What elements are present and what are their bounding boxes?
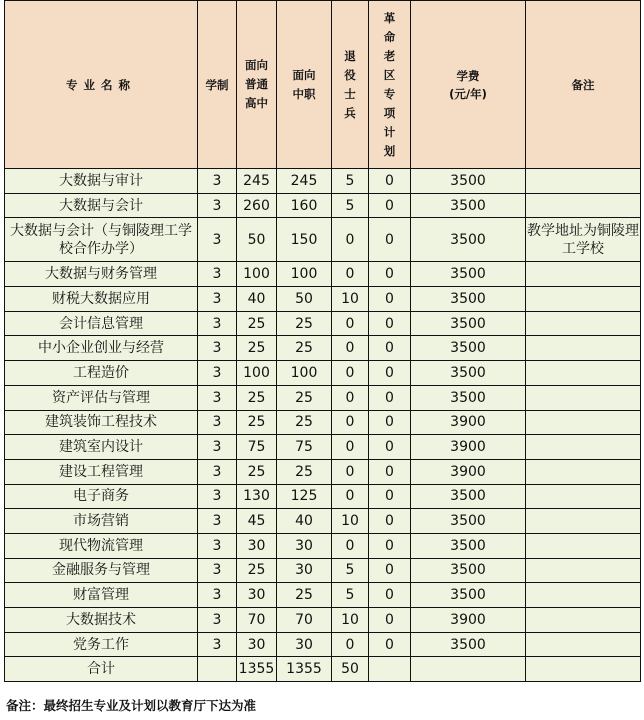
vocational-count: 150 (277, 218, 332, 262)
tuition-fee: 3500 (411, 193, 526, 218)
veterans-count: 10 (332, 608, 369, 633)
revolutionary-count: 0 (369, 361, 411, 386)
remark (526, 169, 641, 194)
duration: 3 (198, 262, 237, 287)
major-name: 党务工作 (5, 632, 198, 657)
total-veterans: 50 (332, 657, 369, 682)
revolutionary-count: 0 (369, 193, 411, 218)
duration: 3 (198, 218, 237, 262)
vocational-count: 25 (277, 410, 332, 435)
vocational-count: 100 (277, 361, 332, 386)
major-name: 财富管理 (5, 583, 198, 608)
tuition-fee: 3500 (411, 287, 526, 312)
table-row (5, 169, 641, 194)
table-row (5, 459, 641, 484)
major-name: 中小企业创业与经营 (5, 336, 198, 361)
veterans-count: 5 (332, 583, 369, 608)
vocational-count: 70 (277, 608, 332, 633)
major-name: 工程造价 (5, 361, 198, 386)
header-remark: 备注 (526, 1, 641, 169)
table-row (5, 311, 641, 336)
remark (526, 632, 641, 657)
tuition-fee: 3900 (411, 608, 526, 633)
table-row (5, 385, 641, 410)
general-high-count: 245 (237, 169, 277, 194)
duration: 3 (198, 608, 237, 633)
footnote: 备注：最终招生专业及计划以教育厅下达为准 (6, 698, 257, 713)
vocational-count: 25 (277, 311, 332, 336)
duration: 3 (198, 435, 237, 460)
duration: 3 (198, 509, 237, 534)
table-row (5, 509, 641, 534)
general-high-count: 75 (237, 435, 277, 460)
veterans-count: 10 (332, 287, 369, 312)
duration: 3 (198, 459, 237, 484)
duration: 3 (198, 311, 237, 336)
major-name: 电子商务 (5, 484, 198, 509)
general-high-count: 30 (237, 632, 277, 657)
vocational-count: 25 (277, 336, 332, 361)
general-high-count: 45 (237, 509, 277, 534)
vocational-count: 75 (277, 435, 332, 460)
remark (526, 558, 641, 583)
veterans-count: 0 (332, 533, 369, 558)
table-row (5, 435, 641, 460)
table-row (5, 361, 641, 386)
revolutionary-count: 0 (369, 435, 411, 460)
veterans-count: 5 (332, 558, 369, 583)
tuition-fee: 3500 (411, 632, 526, 657)
tuition-fee: 3500 (411, 533, 526, 558)
revolutionary-count: 0 (369, 583, 411, 608)
vocational-count: 25 (277, 385, 332, 410)
revolutionary-count: 0 (369, 311, 411, 336)
revolutionary-count: 0 (369, 287, 411, 312)
major-name: 大数据技术 (5, 608, 198, 633)
tuition-fee: 3900 (411, 410, 526, 435)
general-high-count: 30 (237, 533, 277, 558)
total-row (5, 657, 641, 682)
vocational-count: 30 (277, 632, 332, 657)
tuition-fee: 3500 (411, 262, 526, 287)
revolutionary-count: 0 (369, 262, 411, 287)
general-high-count: 25 (237, 311, 277, 336)
revolutionary-count: 0 (369, 385, 411, 410)
veterans-count: 10 (332, 509, 369, 534)
remark (526, 193, 641, 218)
header-fee (411, 1, 526, 169)
major-name: 市场营销 (5, 509, 198, 534)
revolutionary-count: 0 (369, 533, 411, 558)
header-revolutionary: 革命老区专项计划 (369, 1, 411, 169)
vocational-count: 25 (277, 459, 332, 484)
general-high-count: 25 (237, 558, 277, 583)
tuition-fee: 3500 (411, 509, 526, 534)
revolutionary-count: 0 (369, 509, 411, 534)
duration: 3 (198, 583, 237, 608)
general-high-count: 100 (237, 361, 277, 386)
vocational-count: 50 (277, 287, 332, 312)
remark (526, 459, 641, 484)
duration: 3 (198, 287, 237, 312)
total-remark (526, 657, 641, 682)
veterans-count: 0 (332, 262, 369, 287)
header-vocational: 面向中职 (277, 1, 332, 169)
total-vocational: 1355 (277, 657, 332, 682)
tuition-fee: 3500 (411, 336, 526, 361)
duration: 3 (198, 632, 237, 657)
revolutionary-count: 0 (369, 218, 411, 262)
vocational-count: 25 (277, 583, 332, 608)
revolutionary-count: 0 (369, 484, 411, 509)
remark (526, 509, 641, 534)
tuition-fee: 3900 (411, 435, 526, 460)
major-name: 大数据与会计 (5, 193, 198, 218)
remark (526, 583, 641, 608)
remark (526, 410, 641, 435)
table-row (5, 287, 641, 312)
general-high-count: 130 (237, 484, 277, 509)
vocational-count: 30 (277, 533, 332, 558)
major-name: 大数据与会计（与铜陵理工学校合作办学） (5, 218, 198, 262)
major-name: 资产评估与管理 (5, 385, 198, 410)
revolutionary-count: 0 (369, 558, 411, 583)
total-label: 合计 (5, 657, 198, 682)
general-high-count: 25 (237, 336, 277, 361)
major-name: 建筑室内设计 (5, 435, 198, 460)
tuition-fee: 3500 (411, 311, 526, 336)
general-high-count: 30 (237, 583, 277, 608)
general-high-count: 25 (237, 385, 277, 410)
revolutionary-count: 0 (369, 410, 411, 435)
vocational-count: 100 (277, 262, 332, 287)
major-name: 现代物流管理 (5, 533, 198, 558)
table-row (5, 533, 641, 558)
duration: 3 (198, 193, 237, 218)
header-veterans: 退役士兵 (332, 1, 369, 169)
tuition-fee: 3500 (411, 484, 526, 509)
tuition-fee: 3500 (411, 558, 526, 583)
table-row (5, 218, 641, 262)
veterans-count: 0 (332, 632, 369, 657)
remark (526, 287, 641, 312)
vocational-count: 125 (277, 484, 332, 509)
revolutionary-count: 0 (369, 169, 411, 194)
header-fee-label: 学费 (456, 68, 480, 83)
table-row (5, 262, 641, 287)
duration: 3 (198, 484, 237, 509)
tuition-fee: 3500 (411, 385, 526, 410)
tuition-fee: 3900 (411, 459, 526, 484)
general-high-count: 70 (237, 608, 277, 633)
veterans-count: 0 (332, 311, 369, 336)
total-duration (198, 657, 237, 682)
revolutionary-count: 0 (369, 632, 411, 657)
table-row (5, 484, 641, 509)
veterans-count: 0 (332, 459, 369, 484)
veterans-count: 0 (332, 410, 369, 435)
general-high-count: 25 (237, 459, 277, 484)
veterans-count: 0 (332, 484, 369, 509)
vocational-count: 160 (277, 193, 332, 218)
major-name: 财税大数据应用 (5, 287, 198, 312)
remark: 教学地址为铜陵理工学校 (526, 218, 641, 262)
table-row (5, 632, 641, 657)
header-fee-unit: (元/年) (449, 86, 487, 101)
duration: 3 (198, 169, 237, 194)
vocational-count: 30 (277, 558, 332, 583)
veterans-count: 0 (332, 361, 369, 386)
remark (526, 533, 641, 558)
table-row (5, 336, 641, 361)
duration: 3 (198, 361, 237, 386)
tuition-fee: 3500 (411, 361, 526, 386)
veterans-count: 0 (332, 336, 369, 361)
major-name: 建设工程管理 (5, 459, 198, 484)
remark (526, 608, 641, 633)
table-row (5, 558, 641, 583)
duration: 3 (198, 336, 237, 361)
duration: 3 (198, 385, 237, 410)
revolutionary-count: 0 (369, 459, 411, 484)
major-name: 大数据与审计 (5, 169, 198, 194)
remark (526, 336, 641, 361)
revolutionary-count: 0 (369, 336, 411, 361)
total-general-high: 1355 (237, 657, 277, 682)
major-name: 大数据与财务管理 (5, 262, 198, 287)
major-name: 金融服务与管理 (5, 558, 198, 583)
duration: 3 (198, 410, 237, 435)
remark (526, 311, 641, 336)
veterans-count: 5 (332, 169, 369, 194)
veterans-count: 0 (332, 435, 369, 460)
remark (526, 385, 641, 410)
veterans-count: 0 (332, 385, 369, 410)
major-name: 会计信息管理 (5, 311, 198, 336)
duration: 3 (198, 558, 237, 583)
header-row (5, 1, 641, 169)
veterans-count: 5 (332, 193, 369, 218)
enrollment-plan-table (4, 0, 641, 682)
revolutionary-count: 0 (369, 608, 411, 633)
total-fee (411, 657, 526, 682)
table-row (5, 410, 641, 435)
remark (526, 262, 641, 287)
veterans-count: 0 (332, 218, 369, 262)
remark (526, 435, 641, 460)
general-high-count: 25 (237, 410, 277, 435)
general-high-count: 260 (237, 193, 277, 218)
table-row (5, 583, 641, 608)
general-high-count: 100 (237, 262, 277, 287)
table-row (5, 608, 641, 633)
total-revolutionary (369, 657, 411, 682)
general-high-count: 40 (237, 287, 277, 312)
tuition-fee: 3500 (411, 169, 526, 194)
remark (526, 361, 641, 386)
general-high-count: 50 (237, 218, 277, 262)
tuition-fee: 3500 (411, 218, 526, 262)
table-row (5, 193, 641, 218)
tuition-fee: 3500 (411, 583, 526, 608)
duration: 3 (198, 533, 237, 558)
vocational-count: 40 (277, 509, 332, 534)
remark (526, 484, 641, 509)
major-name: 建筑装饰工程技术 (5, 410, 198, 435)
header-duration: 学制 (198, 1, 237, 169)
vocational-count: 245 (277, 169, 332, 194)
header-general-high: 面向普通高中 (237, 1, 277, 169)
header-name: 专业名称 (5, 1, 198, 169)
